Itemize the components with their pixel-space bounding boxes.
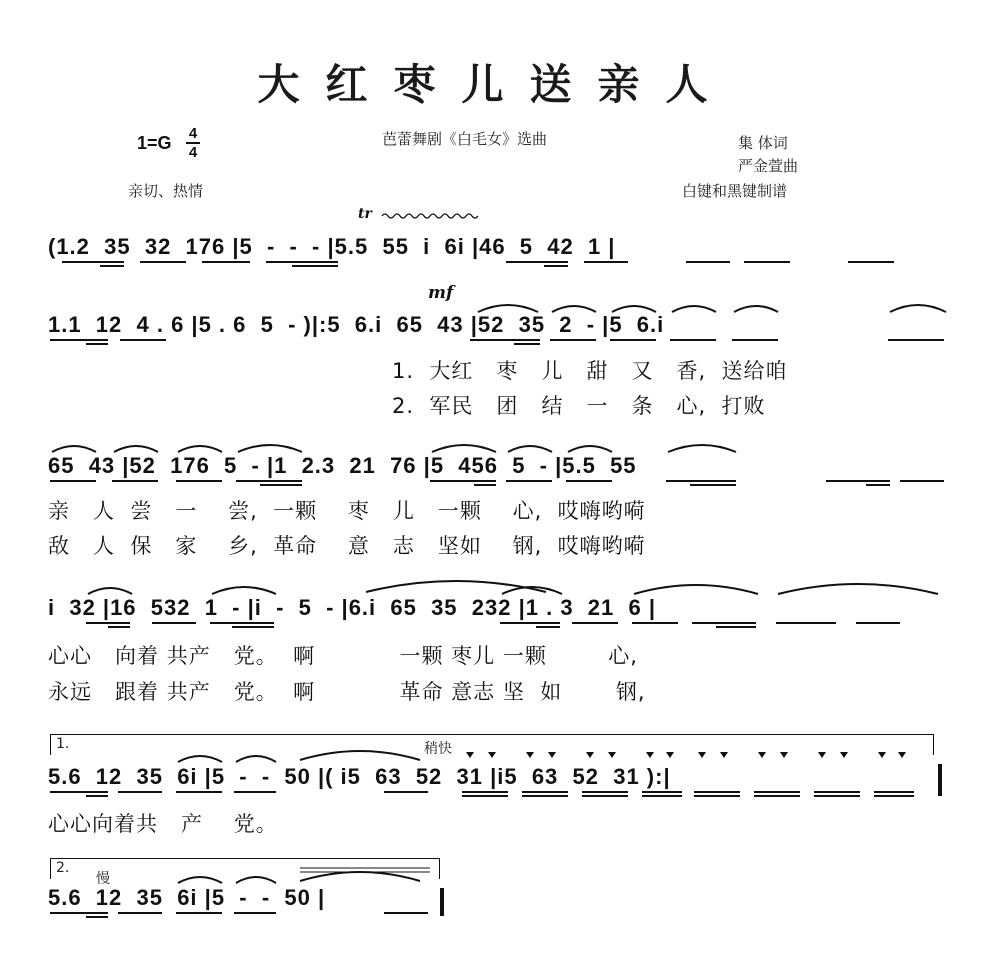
- dynamic-mark: mf: [428, 283, 454, 303]
- row4-beams: [86, 581, 938, 627]
- tempo-faster-mark: 稍快: [424, 741, 452, 757]
- first-ending-label: 1.: [56, 736, 70, 752]
- composer-credit: 严金萱曲: [738, 157, 799, 175]
- score-row-4: i 32 |16 532 1 - |i - 5 - |6.i 65 35 232 |1 . 3 21 6 |: [48, 595, 656, 620]
- lyric-row2-verse1: 1. 大红 枣 儿 甜 又 香, 送给咱: [392, 359, 788, 383]
- row3-beams: [50, 445, 944, 485]
- lyric-row5-verse1: 心心向着共 产 党。: [48, 812, 278, 836]
- mood-marking: 亲切、热情: [128, 182, 204, 200]
- transcriber-credit: 白键和黑键制谱: [682, 182, 788, 200]
- score-row-3: 65 43 |52 176 5 - |1 2.3 21 76 |5 456 5 - |5.5 55: [48, 453, 637, 478]
- lyric-row3-verse1: 亲 人 尝 一 尝, 一颗 枣 儿 一颗 心, 哎嗨哟嗬: [48, 499, 646, 523]
- score-row-6: 5.6 12 35 6i |5 - - 50 |: [48, 885, 326, 910]
- time-signature-bottom: 4: [188, 144, 198, 161]
- song-title: 大红枣儿送亲人: [257, 60, 734, 109]
- score-row-2: 1.1 12 4 . 6 |5 . 6 5 - )|:5 6.i 65 43 |52 35 2 - |5 6.i: [48, 312, 665, 337]
- trill-wave: [382, 214, 478, 218]
- second-ending-label: 2.: [56, 860, 70, 876]
- lyric-row4-verse2: 永远 跟着 共产 党。 啊 革命 意志 坚 如 钢,: [48, 680, 646, 704]
- lyric-row4-verse1: 心心 向着 共产 党。 啊 一颗 枣儿 一颗 心,: [48, 644, 638, 668]
- row2-beams: [50, 305, 946, 344]
- time-signature-top: 4: [188, 125, 198, 142]
- lyricist-credit: 集 体词: [738, 134, 788, 152]
- lyric-row2-verse2: 2. 军民 团 结 一 条 心, 打败: [392, 394, 766, 418]
- staccato-marks: [466, 752, 906, 758]
- score-row-5: 5.6 12 35 6i |5 - - 50 |( i5 63 52 31 |i5 63 52 31 ):|: [48, 764, 671, 789]
- row6-beams: [50, 868, 442, 917]
- key-signature: 1=G: [137, 133, 172, 153]
- row5-beams: [50, 751, 914, 796]
- row1-beams: [62, 262, 894, 266]
- tempo-slow-mark: 慢: [96, 871, 110, 887]
- trill-mark: tr: [358, 206, 372, 222]
- source-note: 芭蕾舞剧《白毛女》选曲: [382, 130, 548, 148]
- score-row-1: (1.2 35 32 176 |5 - - - |5.5 55 i 6i |46 5 42 1 |: [48, 234, 616, 259]
- lyric-row3-verse2: 敌 人 保 家 乡, 革命 意 志 坚如 钢, 哎嗨哟嗬: [48, 534, 646, 558]
